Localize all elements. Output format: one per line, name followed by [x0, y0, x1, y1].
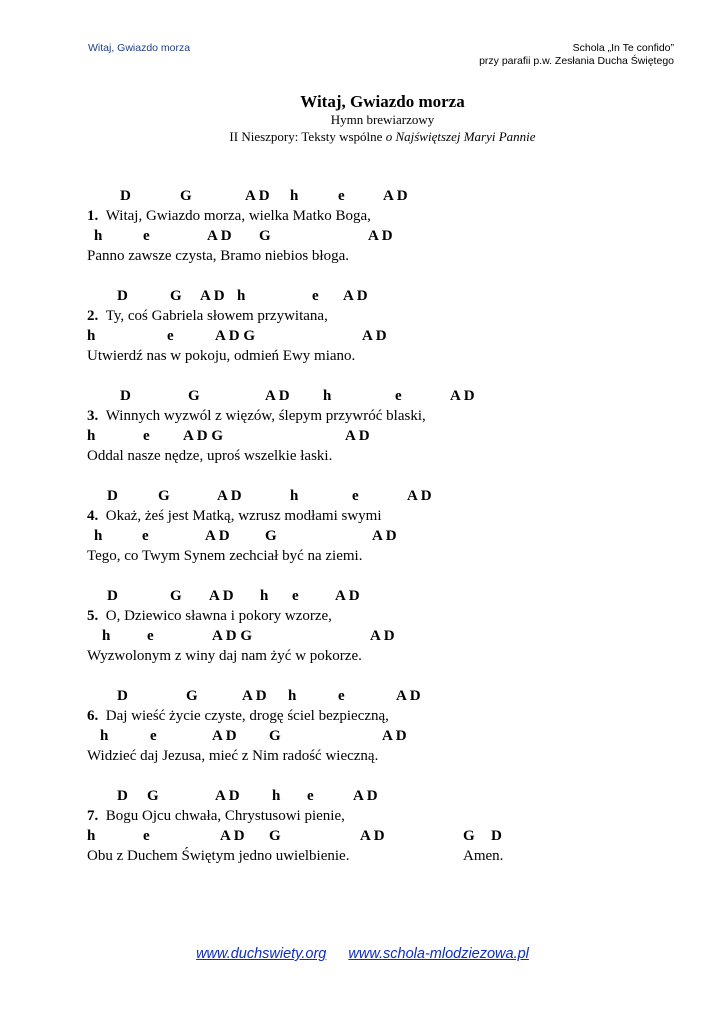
- verse-number: 5.: [87, 608, 99, 624]
- chord-label: e: [143, 428, 150, 444]
- chord-label: h: [290, 488, 299, 504]
- chord-label: h: [100, 728, 109, 744]
- footer-link-schola[interactable]: www.schola-mlodziezowa.pl: [348, 946, 529, 962]
- verse-text: Bogu Ojcu chwała, Chrystusowi pienie,: [105, 808, 345, 824]
- chord-label: D: [491, 828, 502, 844]
- verse-line: [87, 808, 345, 825]
- chord-label: A D: [362, 328, 387, 344]
- verse-number: 4.: [87, 508, 99, 524]
- chord-label: e: [352, 488, 359, 504]
- chord-label: e: [150, 728, 157, 744]
- chord-label: A D: [360, 828, 385, 844]
- amen-text: Amen.: [463, 848, 504, 864]
- chord-label: A D: [372, 528, 397, 544]
- verse-line: [87, 608, 332, 625]
- chord-label: A D: [396, 688, 421, 704]
- chord-label: G: [186, 688, 198, 704]
- parish-name: przy parafii p.w. Zesłania Ducha Świętego: [479, 55, 674, 67]
- chord-label: h: [290, 188, 299, 204]
- chord-label: A D: [343, 288, 368, 304]
- chord-label: D: [117, 788, 128, 804]
- running-header-choir: [479, 42, 674, 68]
- verse-number: 3.: [87, 408, 99, 424]
- chord-label: A D: [345, 428, 370, 444]
- chord-label: h: [94, 528, 103, 544]
- chord-label: G: [158, 488, 170, 504]
- chord-label: h: [87, 828, 96, 844]
- verse-number: 7.: [87, 808, 99, 824]
- chord-label: h: [323, 388, 332, 404]
- choir-name: Schola „In Te confido”: [572, 42, 674, 54]
- chord-label: D: [107, 488, 118, 504]
- verse-text: O, Dziewico sławna i pokory wzorze,: [105, 608, 332, 624]
- chord-label: A D: [207, 228, 232, 244]
- chord-label: e: [307, 788, 314, 804]
- chord-label: A D: [382, 728, 407, 744]
- chord-label: e: [142, 528, 149, 544]
- verse-line: Utwierdź nas w pokoju, odmień Ewy miano.: [87, 348, 356, 364]
- chord-label: A D: [212, 728, 237, 744]
- verse-number: 6.: [87, 708, 99, 724]
- verse-line: Oddal nasze nędze, uproś wszelkie łaski.: [87, 448, 333, 464]
- verse-number: 2.: [87, 308, 99, 324]
- verse-line: Obu z Duchem Świętym jedno uwielbienie.: [87, 848, 350, 864]
- title-block: [0, 92, 725, 146]
- chord-label: D: [107, 588, 118, 604]
- chord-label: A D: [370, 628, 395, 644]
- chord-label: e: [167, 328, 174, 344]
- verse-line: Wyzwolonym z winy daj nam żyć w pokorze.: [87, 648, 362, 664]
- verse-line: [87, 508, 382, 525]
- chord-label: A D G: [212, 628, 253, 644]
- chord-label: A D: [217, 488, 242, 504]
- chord-label: e: [143, 828, 150, 844]
- verse-line: [87, 208, 371, 225]
- verse-line: Tego, co Twym Synem zechciał być na ziemi.: [87, 548, 363, 564]
- chord-label: G: [269, 828, 281, 844]
- verse-text: Daj wieść życie czyste, drogę ściel bezpieczną,: [105, 708, 389, 724]
- running-header-title: Witaj, Gwiazdo morza: [88, 42, 191, 54]
- chord-label: e: [147, 628, 154, 644]
- chord-label: A D: [220, 828, 245, 844]
- chord-label: G: [259, 228, 271, 244]
- chord-label: A D: [450, 388, 475, 404]
- chord-label: e: [292, 588, 299, 604]
- chord-label: G: [265, 528, 277, 544]
- chord-label: A D: [205, 528, 230, 544]
- chord-label: A D G: [215, 328, 256, 344]
- chord-label: h: [102, 628, 111, 644]
- chord-label: h: [288, 688, 297, 704]
- liturgical-source: [0, 128, 725, 146]
- chord-label: D: [117, 688, 128, 704]
- chord-label: D: [117, 288, 128, 304]
- chord-label: A D: [245, 188, 270, 204]
- chord-label: A D: [368, 228, 393, 244]
- chord-label: G: [188, 388, 200, 404]
- chord-label: h: [272, 788, 281, 804]
- chord-label: h: [87, 428, 96, 444]
- chord-label: A D: [383, 188, 408, 204]
- chord-label: G: [180, 188, 192, 204]
- verse-text: Ty, coś Gabriela słowem przywitana,: [105, 308, 328, 324]
- chord-label: A D: [215, 788, 240, 804]
- verse-line: [87, 708, 389, 725]
- chord-label: e: [312, 288, 319, 304]
- chord-label: h: [94, 228, 103, 244]
- chord-label: G: [170, 588, 182, 604]
- verse-line: [87, 308, 328, 325]
- chord-label: A D: [353, 788, 378, 804]
- footer-links: [0, 946, 725, 962]
- chord-label: h: [260, 588, 269, 604]
- verse-line: [87, 408, 426, 425]
- chord-label: h: [237, 288, 246, 304]
- footer-link-duchswiety[interactable]: www.duchswiety.org: [196, 946, 327, 962]
- verse-text: Okaż, żeś jest Matką, wzrusz modłami swymi: [105, 508, 382, 524]
- song-subtitle: Hymn brewiarzowy: [330, 112, 435, 127]
- verse-text: Witaj, Gwiazdo morza, wielka Matko Boga,: [105, 208, 371, 224]
- chord-label: A D: [209, 588, 234, 604]
- source-prefix: II Nieszpory: Teksty wspólne: [229, 129, 386, 144]
- verse-text: Winnych wyzwól z więzów, ślepym przywróć blaski,: [105, 408, 426, 424]
- chord-label: G: [269, 728, 281, 744]
- verse-line: Widzieć daj Jezusa, mieć z Nim radość wieczną.: [87, 748, 379, 764]
- chord-label: e: [338, 688, 345, 704]
- chord-label: e: [395, 388, 402, 404]
- chord-label: G: [463, 828, 475, 844]
- chord-label: e: [338, 188, 345, 204]
- source-italic: o Najświętszej Maryi Pannie: [385, 129, 536, 144]
- chord-label: G: [170, 288, 182, 304]
- song-title: Witaj, Gwiazdo morza: [300, 92, 465, 111]
- chord-label: h: [87, 328, 96, 344]
- chord-label: A D: [407, 488, 432, 504]
- chord-label: D: [120, 388, 131, 404]
- chord-label: A D: [335, 588, 360, 604]
- chord-label: e: [143, 228, 150, 244]
- chord-label: D: [120, 188, 131, 204]
- chord-label: A D G: [183, 428, 224, 444]
- chord-label: A D: [265, 388, 290, 404]
- chord-label: G: [147, 788, 159, 804]
- verse-number: 1.: [87, 208, 99, 224]
- verse-line: Panno zawsze czysta, Bramo niebios błoga.: [87, 248, 350, 264]
- chord-label: A D: [200, 288, 225, 304]
- chord-label: A D: [242, 688, 267, 704]
